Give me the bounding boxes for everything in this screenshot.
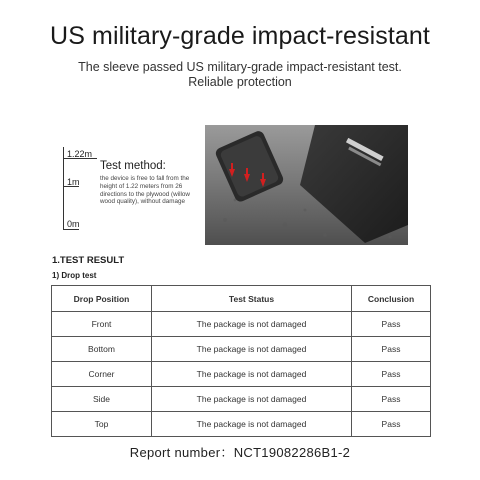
scale-label-bottom: 0m bbox=[67, 219, 80, 229]
column-header-status: Test Status bbox=[152, 286, 352, 312]
column-header-conclusion: Conclusion bbox=[352, 286, 431, 312]
scale-label-top: 1.22m bbox=[67, 149, 93, 159]
cell-status: The package is not damaged bbox=[152, 312, 352, 337]
drop-test-photo bbox=[205, 125, 408, 245]
cell-conclusion: Pass bbox=[352, 387, 431, 412]
drop-test-heading: 1) Drop test bbox=[52, 271, 97, 280]
cell-status: The package is not damaged bbox=[152, 387, 352, 412]
page-title: US military-grade impact-resistant bbox=[50, 22, 430, 50]
cell-status: The package is not damaged bbox=[152, 337, 352, 362]
drop-test-illustration bbox=[205, 125, 408, 245]
cell-position: Side bbox=[52, 387, 152, 412]
test-result-heading: 1.TEST RESULT bbox=[52, 255, 125, 266]
table-row bbox=[52, 387, 431, 412]
scale-label-middle: 1m bbox=[67, 177, 80, 187]
table-row bbox=[52, 337, 431, 362]
page-subtitle: The sleeve passed US military-grade impact-resistant test. Reliable protection bbox=[78, 60, 402, 89]
test-method-description: the device is free to fall from the height of 1.22 meters from 26 directions to the plywood (willow wood quality), without damage bbox=[100, 175, 190, 206]
drop-height-scale bbox=[55, 147, 190, 232]
scale-tick-bottom bbox=[63, 229, 79, 230]
cell-position: Corner bbox=[52, 362, 152, 387]
cell-conclusion: Pass bbox=[352, 362, 431, 387]
column-header-position: Drop Position bbox=[52, 286, 152, 312]
scale-axis bbox=[63, 147, 64, 229]
table-row bbox=[52, 362, 431, 387]
cell-position: Front bbox=[52, 312, 152, 337]
report-number-value: NCT19082286B1-2 bbox=[233, 445, 351, 460]
report-number-label: Report number： bbox=[129, 445, 234, 460]
cell-conclusion: Pass bbox=[352, 412, 431, 437]
table-row bbox=[52, 312, 431, 337]
table-row bbox=[52, 412, 431, 437]
cell-position: Top bbox=[52, 412, 152, 437]
cell-conclusion: Pass bbox=[352, 337, 431, 362]
cell-status: The package is not damaged bbox=[152, 362, 352, 387]
cell-status: The package is not damaged bbox=[152, 412, 352, 437]
cell-position: Bottom bbox=[52, 337, 152, 362]
table-header-row bbox=[52, 286, 431, 312]
drop-test-table bbox=[51, 285, 431, 437]
cell-conclusion: Pass bbox=[352, 312, 431, 337]
test-method-title: Test method: bbox=[100, 160, 166, 172]
report-number-line bbox=[0, 442, 480, 461]
